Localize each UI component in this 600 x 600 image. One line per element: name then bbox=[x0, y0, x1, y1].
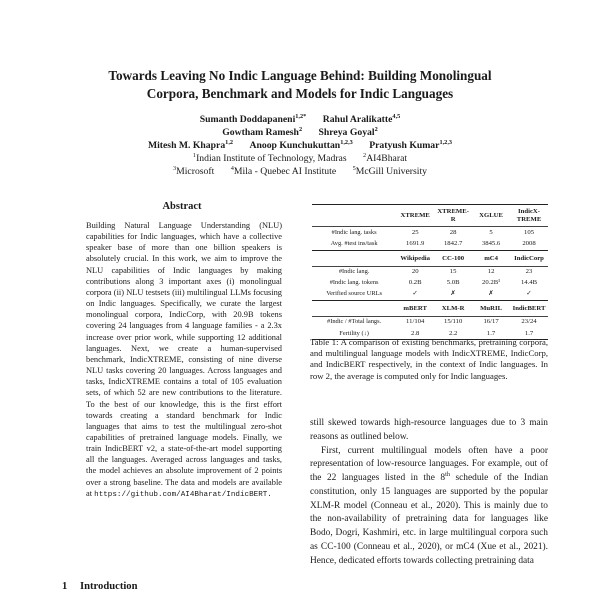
cross-mark: ✗ bbox=[450, 290, 456, 298]
paper-repo-link[interactable]: https://github.com/AI4Bharat/IndicBERT. bbox=[94, 490, 272, 499]
section-heading-introduction bbox=[62, 581, 302, 592]
author-block bbox=[40, 113, 560, 178]
author-row-1 bbox=[40, 113, 560, 126]
cell: 1691.9 bbox=[406, 240, 425, 248]
row-label: Avg. #test ins/task bbox=[330, 240, 378, 248]
table1-corpora-section bbox=[312, 252, 548, 301]
cell: 1.7 bbox=[524, 329, 534, 337]
col-header: CC-100 bbox=[434, 252, 472, 266]
introduction-body bbox=[310, 417, 548, 568]
author-affil-sup: 1,2* bbox=[295, 112, 307, 120]
col-header: IndicBERT bbox=[510, 303, 548, 317]
abstract-heading: Abstract bbox=[162, 201, 202, 212]
cell: 1842.7 bbox=[443, 240, 463, 248]
author-name: Pratyush Kumar$^{1,2,3}$ bbox=[369, 138, 453, 151]
affiliation: $^5$McGill University bbox=[352, 164, 428, 177]
author-name: Shreya Goyal$^2$ bbox=[318, 125, 378, 138]
table-header-row bbox=[312, 252, 548, 266]
table-row bbox=[312, 278, 548, 289]
paper-title-line2: Corpora, Benchmark and Models for Indic Languages bbox=[146, 85, 454, 101]
author-name: Anoop Kunchukuttan$^{1,2,3}$ bbox=[249, 138, 353, 151]
cell: 5.0B bbox=[446, 279, 460, 287]
col-header: mC4 bbox=[472, 252, 510, 266]
row-label: Fertility (↓) bbox=[339, 329, 369, 337]
author-affil-sup: 1,2,3 bbox=[439, 138, 453, 146]
cell: 12 bbox=[487, 268, 495, 276]
table-row bbox=[312, 289, 548, 301]
author-row-3 bbox=[40, 139, 560, 152]
paper-title bbox=[55, 67, 545, 102]
affiliation-row-2 bbox=[40, 165, 560, 178]
cell: 1.7 bbox=[486, 329, 496, 337]
affiliation: $^4$Mila - Quebec AI Institute bbox=[230, 164, 337, 177]
cell: 105 bbox=[524, 228, 535, 236]
author-affil-sup: 2 bbox=[298, 125, 303, 133]
cell: 5 bbox=[489, 228, 493, 236]
col-header: MuRIL bbox=[472, 303, 510, 317]
cross-mark: ✗ bbox=[488, 290, 494, 298]
cell: 0.2B bbox=[408, 279, 422, 287]
author-row-2 bbox=[40, 126, 560, 139]
author-affil-sup: 1,2 bbox=[225, 138, 234, 146]
cell: 23/24 bbox=[521, 318, 537, 326]
affiliation-row-1 bbox=[40, 152, 560, 165]
col-header: XTREME-R bbox=[434, 205, 472, 227]
col-header: IndicCorp bbox=[510, 252, 548, 266]
cell: 15 bbox=[449, 268, 457, 276]
table-row bbox=[312, 266, 548, 278]
table1-benchmarks-section bbox=[312, 204, 548, 251]
table-header-row bbox=[312, 205, 548, 227]
cell: 14.4B bbox=[520, 279, 538, 287]
col-header: XLM-R bbox=[434, 303, 472, 317]
cell: 2008 bbox=[522, 240, 536, 248]
author-name: Gowtham Ramesh$^2$ bbox=[222, 125, 303, 138]
table-row bbox=[312, 316, 548, 328]
author-affil-sup: 1,2,3 bbox=[340, 138, 353, 146]
table1 bbox=[312, 204, 548, 340]
cell: 11/104 bbox=[406, 318, 425, 326]
table1-models-section bbox=[312, 303, 548, 341]
affiliation: $^1$Indian Institute of Technology, Madras bbox=[192, 151, 347, 164]
row-label: #Indic lang. bbox=[338, 268, 370, 276]
cell: 20.2B¹ bbox=[481, 279, 501, 287]
cell: 23 bbox=[525, 268, 533, 276]
table1-caption: Table 1: A comparison of existing benchmarks, pretraining corpora, and multilingual language models with IndicXTREME, IndicCorp, and IndicBERT respectively, in the context of Indic languages. In row 2, the average is computed only for Indic languages. bbox=[310, 337, 548, 381]
col-header: XGLUE bbox=[472, 205, 510, 227]
col-header: Wikipedia bbox=[396, 252, 434, 266]
abstract-body bbox=[86, 220, 282, 501]
cell: 2.2 bbox=[448, 329, 458, 337]
paper-title-line1: Towards Leaving No Indic Language Behind: Building Monolingual bbox=[108, 68, 492, 83]
row-label: Verified source URLs bbox=[326, 290, 382, 298]
table-row bbox=[312, 227, 548, 239]
author-name: Sumanth Doddapaneni$^{1,2*}$ bbox=[199, 112, 307, 125]
cell: 16/17 bbox=[483, 318, 499, 326]
cell: 28 bbox=[449, 228, 457, 236]
cell: 25 bbox=[411, 228, 419, 236]
author-affil-sup: 4,5 bbox=[392, 112, 401, 120]
author-name: Rahul Aralikatte$^{4,5}$ bbox=[322, 112, 401, 125]
row-label: #Indic / #Total langs. bbox=[327, 318, 382, 326]
cell: 3845.6 bbox=[481, 240, 501, 248]
affiliation: $^2$AI4Bharat bbox=[363, 151, 408, 164]
cell: 2.8 bbox=[411, 329, 420, 337]
col-header: IndicX-TREME bbox=[510, 205, 548, 227]
abstract-text: Building Natural Language Understanding (NLU) capabilities for Indic languages, which have a collective speaker base of more than one billion speakers is absolutely crucial. In this work, we aim to improve the NLU capabilities of Indic languages by making contributions along 3 important axes (i) monolingual corpora (ii) NLU testsets (iii) multilingual LLMs focusing on Indic languages. Specifically, we curate the largest monolingual corpora, IndicCorp, with 20.9B tokens covering 24 languages from 4 language families - a 2.3x increase over prior work, while supporting 12 additional languages. Next, we create a human-supervised benchmark, IndicXTREME, consisting of nine diverse NLU tasks covering 20 languages. Across languages and tasks, IndicXTREME contains a total of 105 evaluation sets, of which 52 are new contributions to the literature. To the best of our knowledge, this is the first effort towards creating a standard benchmark for Indic languages that aims to test the multilingual zero-shot capabilities of pretrained language models. Finally, we train IndicBERT v2, a state-of-the-art model supporting all the languages. Averaged across languages and tasks, the model achieves an absolute improvement of 2 points over a strong baseline. The data and models are available at bbox=[86, 221, 282, 498]
col-header: mBERT bbox=[396, 303, 434, 317]
ordinal-sup: th bbox=[445, 470, 450, 478]
check-mark: ✓ bbox=[412, 290, 418, 298]
section-number: 1 bbox=[62, 581, 68, 592]
table-row bbox=[312, 239, 548, 251]
affiliation: $^3$Microsoft bbox=[172, 164, 215, 177]
col-header: XTREME bbox=[396, 205, 434, 227]
section-title: Introduction bbox=[80, 581, 138, 592]
cell: 20 bbox=[411, 268, 419, 276]
row-label: #Indic lang. tokens bbox=[329, 279, 379, 287]
table-header-row bbox=[312, 303, 548, 317]
check-mark: ✓ bbox=[526, 290, 532, 298]
paragraph: still skewed towards high-resource languages due to 3 main reasons as outlined below. bbox=[310, 418, 548, 442]
author-name: Mitesh M. Khapra$^{1,2}$ bbox=[147, 138, 234, 151]
row-label: #Indic lang. tasks bbox=[331, 228, 377, 236]
paragraph: First, current multilingual models often have a poor representation of low-resource languages. For example, out of the 22 languages listed in the 8th schedule of the Indian constitution, only 15 languages are supported by the popular XLM-R model (Conneau et al., 2020). This is mainly due to the non-availability of pretraining data for languages like Bodo, Dogri, Kashmiri, etc. in large multilingual corpora such as CC-100 (Conneau et al., 2020), or mC4 (Xue et al., 2021). Hence, dedicated efforts towards collecting pretraining data bbox=[310, 445, 549, 566]
author-affil-sup: 2 bbox=[374, 125, 378, 133]
cell: 15/110 bbox=[443, 318, 463, 326]
